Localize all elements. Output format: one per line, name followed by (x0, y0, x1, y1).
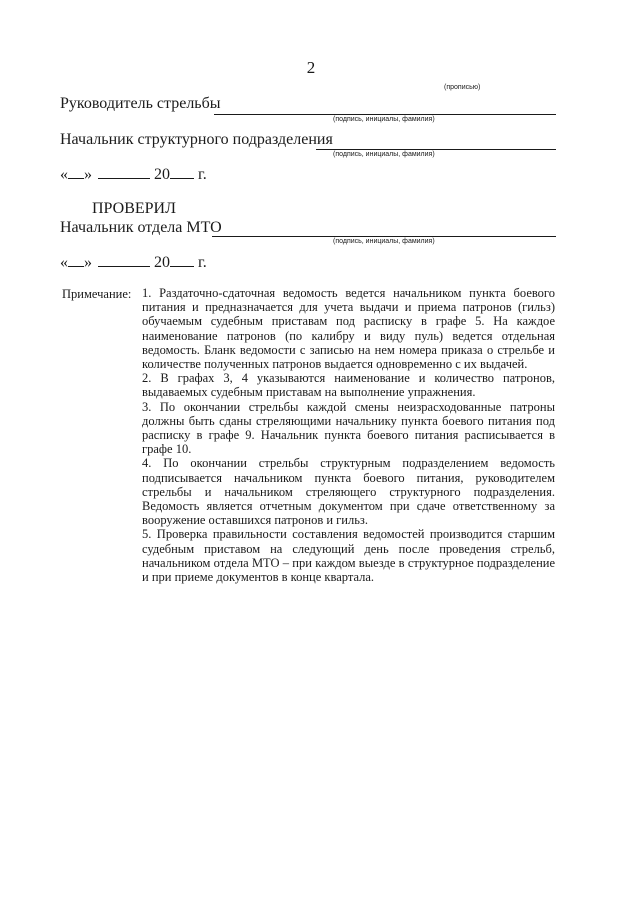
note-item-2: 2. В графах 3, 4 указываются наименование и количество патронов, выдаваемых судебным приставам на выполнение упражнения. (142, 371, 555, 400)
note-label: Примечание: (62, 287, 132, 301)
date-open-quote: « (60, 166, 68, 183)
year-blank[interactable] (170, 177, 194, 179)
shooting-head-caption: (подпись, инициалы, фамилия) (333, 116, 435, 123)
note-item-5: 5. Проверка правильности составления ведомостей производится старшим судебным приставом на следующий день после проведения стрельб, начальником отдела МТО – при каждом выезде в структурное подразделение и при приеме документов в конце квартала. (142, 527, 555, 585)
year-suffix: г. (198, 166, 207, 183)
month-blank[interactable] (98, 177, 150, 179)
mto-head-label: Начальник отдела МТО (60, 219, 222, 236)
checked-title: ПРОВЕРИЛ (92, 200, 176, 217)
unit-head-label: Начальник структурного подразделения (60, 131, 333, 148)
note-item-3: 3. По окончании стрельбы каждой смены неизрасходованные патроны должны быть сданы стреляющими начальнику пункта боевого питания под расписку в графе 9. Начальник пункта боевого питания расписывается в графе 10. (142, 399, 555, 457)
date-open-quote: « (60, 254, 68, 271)
mto-head-caption: (подпись, инициалы, фамилия) (333, 238, 435, 245)
page-number: 2 (306, 58, 316, 77)
year-prefix: 20 (154, 254, 170, 271)
year-suffix: г. (198, 254, 207, 271)
shooting-head-signature-line[interactable] (214, 114, 556, 115)
date-close-quote: » (84, 254, 92, 271)
note-item-4: 4. По окончании стрельбы структурным подразделением ведомость подписывается начальником пункта боевого питания, руководителем стрельбы и начальником стреляющего структурного подразделения. Ведомость является отчетным документом при сдаче ответственному за вооружение оставшихся патронов и гильз. (142, 456, 555, 528)
amount-in-words-caption: (прописью) (444, 84, 481, 91)
year-blank[interactable] (170, 265, 194, 267)
date-row-2 (60, 254, 207, 272)
note-item-1: 1. Раздаточно-сдаточная ведомость ведется начальником пункта боевого питания и предназначается для учета выдачи и приема патронов (гильз) обучаемым судебным приставам под расписку в графе 5. На каждое наименование патронов (по калибру и виду пуль) ведется отдельная ведомость. Бланк ведомости с записью на нем номера приказа о стрельбе и количестве полученных патронов выдается одновременно с их выдачей. (142, 286, 555, 372)
day-blank[interactable] (68, 177, 84, 179)
unit-head-caption: (подпись, инициалы, фамилия) (333, 151, 435, 158)
shooting-head-label: Руководитель стрельбы (60, 95, 221, 112)
notes-list (142, 286, 555, 584)
date-row-1 (60, 166, 207, 184)
year-prefix: 20 (154, 166, 170, 183)
date-close-quote: » (84, 166, 92, 183)
unit-head-signature-line[interactable] (316, 149, 556, 150)
mto-head-signature-line[interactable] (212, 236, 556, 237)
month-blank[interactable] (98, 265, 150, 267)
day-blank[interactable] (68, 265, 84, 267)
